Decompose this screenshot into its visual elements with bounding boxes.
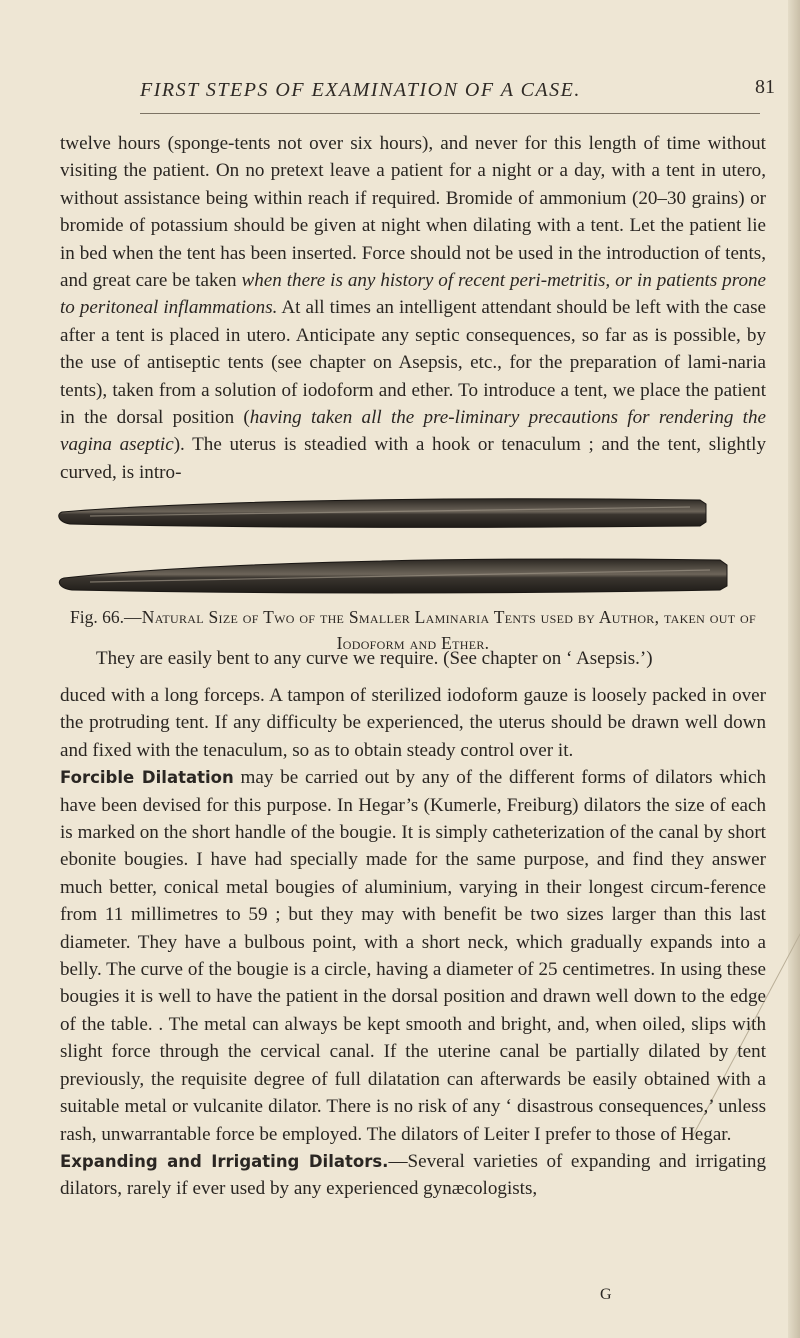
page-edge [788,0,800,1338]
emphasis-run: when there is any history of recent peri-metritis, or in patients prone to peritoneal inflammations. [60,270,767,319]
figure-note: They are easily bent to any curve we require. (See chapter on ‘ Asepsis.’) [96,648,653,669]
text-run: may be carried out by any of the different forms of dilators which have been devised for this purpose. In Hegar’s (Kumerle, Freiburg) dilators the size of each is marked on the short handle of the bougie. It is simply catheterization of the canal by short ebonite bougies. I have had specially made for the same purpose, and find they answer much better, conical metal bougies of aluminium, varying in their longest circum-ference from 11 millimetres to 59 ; but they may with benefit be two sizes larger than this last diameter. They have a bulbous point, with a short neck, which gradually expands into a belly. The curve of the bougie is a circle, having a diameter of 25 centimetres. In using these bougies it is well to have the patient in the dorsal position and drawn well down to the edge of the table. . The metal can always be kept smooth and bright, and, when oiled, slips with slight force through the cervical canal. If the uterine canal be partially dilated by tent previously, the requisite degree of full dilatation can afterwards be easily obtained with a suitable metal or vulcanite dilator. There is no risk of any ‘ disastrous consequences,’ unless rash, unwarrantable force be employed. The dilators of Leiter I prefer to those of Hegar. [60,767,766,1145]
text-run: At all times an intelligent attendant should be left with the case after a tent is placed in utero. Anticipate any septic consequences, so far as is possible, by the use of antiseptic tents (see chapter on Asepsis, etc., for the preparation of lami-naria tents), taken from a solution of iodoform and ether. To introduce a tent, we place the patient in the dorsal position ( [60,297,766,429]
header-rule [140,113,760,114]
bottom-text [60,682,766,1203]
laminaria-tent-upper [59,499,706,528]
figure-label: Fig. 66. [69,607,124,627]
section-heading: Expanding and Irrigating Dilators. [60,1151,389,1171]
laminaria-tents-figure [0,490,800,600]
running-head: FIRST STEPS OF EXAMINATION OF A CASE. [140,79,581,101]
top-paragraph [60,130,766,486]
emphasis-run: having taken all the pre-liminary precautions for rendering the vagina aseptic [60,407,766,456]
page-number: 81 [755,76,775,98]
paragraph: duced with a long forceps. A tampon of sterilized iodoform gauze is loosely packed in over the protruding tent. If any difficulty be experienced, the uterus should be drawn well down and fixed with the tenaculum, so as to obtain steady control over it. [60,685,766,761]
signature-mark: G [600,1286,612,1303]
paragraph-expanding-dilators [60,1148,766,1203]
figure-caption-text: —Natural Size of Two of the Smaller Laminaria Tents used by Author, taken out of Iodoform and Ether. [123,607,756,653]
text-run: —Several varieties of expanding and irrigating dilators, rarely if ever used by any experienced gynæcologists, [60,1150,767,1200]
text-run: twelve hours (sponge-tents not over six hours), and never for this length of time without visiting the patient. On no pretext leave a patient for a night or a day, with a tent in utero, without assistance being within reach if required. Bromide of ammonium (20–30 grains) or bromide of potassium should be given at night when dilating with a tent. Let the patient lie in bed when the tent has been inserted. Force should not be used in the introduction of tents, and great care be taken [60,133,766,292]
section-heading: Forcible Dilatation [60,768,234,788]
paragraph-forcible-dilatation [60,764,766,1148]
text-run: ). The uterus is steadied with a hook or tenaculum ; and the tent, slightly curved, is intro- [60,434,766,483]
